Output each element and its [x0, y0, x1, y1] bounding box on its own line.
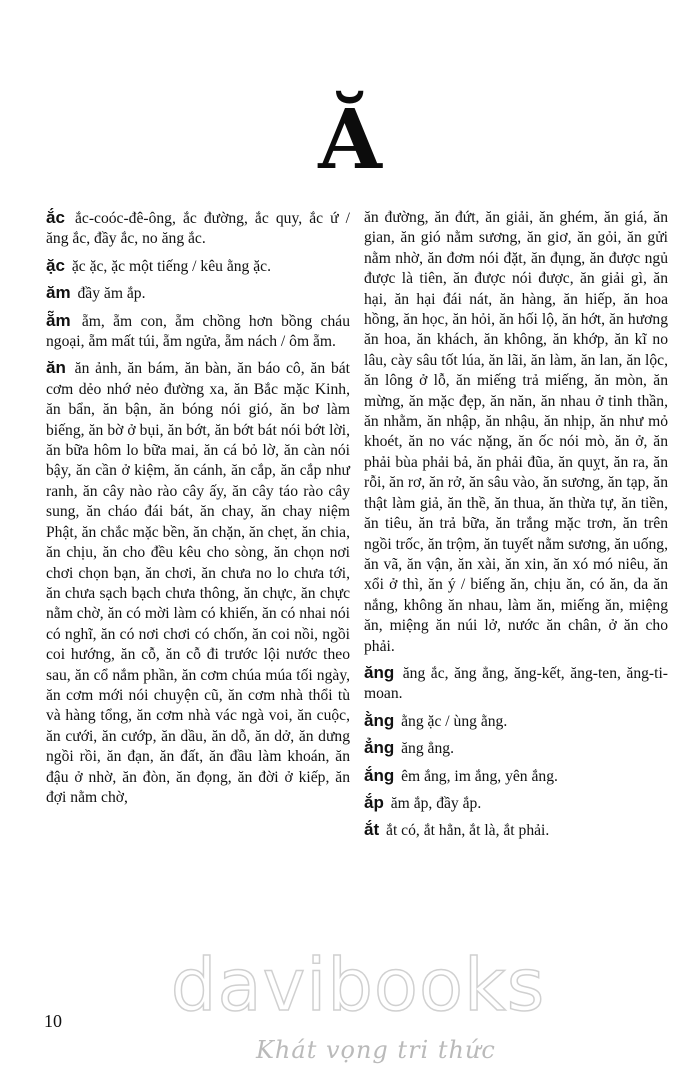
entry-headword: ắp [364, 792, 384, 812]
entry-text: đầy ăm ắp. [77, 285, 146, 303]
entry-headword: ặc [46, 255, 65, 275]
entry-headword: ẳng [364, 738, 395, 758]
dictionary-entry [364, 663, 668, 705]
right-column [364, 208, 668, 848]
entry-text: ẵm, ẵm con, ẵm chồng hơn bồng cháu ngoại, ẵm mất túi, ẵm ngửa, ẵm nách / ôm ẵm. [46, 312, 350, 351]
dictionary-entry [364, 738, 668, 759]
entry-text: êm ắng, im ắng, yên ắng. [401, 767, 558, 785]
dictionary-entry [46, 283, 350, 304]
dictionary-entry [364, 711, 668, 732]
entry-headword: ẵm [46, 310, 71, 330]
entry-text: ặc ặc, ặc một tiếng / kêu ằng ặc. [71, 257, 271, 275]
entry-text: ăm ắp, đầy ắp. [390, 794, 482, 812]
dictionary-entry [364, 208, 668, 657]
entry-text: ắc-coóc-đê-ông, ắc đường, ắc quy, ắc ứ / ăng ắc, đầy ắc, no ăng ắc. [46, 210, 350, 248]
dictionary-entry [46, 358, 350, 808]
entry-text: ằng ặc / ùng ằng. [401, 712, 508, 730]
entry-text: ắt có, ắt hẳn, ắt là, ắt phải. [386, 822, 550, 840]
dictionary-entry [364, 793, 668, 814]
entry-text: ăng ẳng. [401, 740, 454, 758]
dictionary-entry [46, 256, 350, 277]
entry-headword: ắng [364, 765, 395, 785]
entry-headword: ăm [46, 283, 71, 303]
watermark-tagline: Khát vọng tri thức [256, 1036, 496, 1064]
entry-headword: ắc [46, 208, 65, 227]
entry-headword: ăn [46, 358, 66, 378]
page-number: 10 [44, 1011, 62, 1031]
dictionary-entry [364, 820, 668, 841]
section-letter-heading: Ă [318, 92, 382, 188]
entry-headword: ằng [364, 710, 395, 730]
entry-headword: ăng [364, 662, 395, 682]
dictionary-entry [46, 208, 350, 250]
entry-text: ăng ắc, ăng ẳng, ăng-kết, ăng-ten, ăng-ti-moan. [364, 664, 668, 703]
dictionary-entry [46, 311, 350, 353]
left-column [46, 208, 350, 814]
entry-text: ăn đường, ăn đứt, ăn giải, ăn ghém, ăn giá, ăn gian, ăn gió nằm sương, ăn giơ, ăn gỏi, ăn gửi nằm nhờ, ăn đơm nói đặt, ăn đụng, ăn được ngủ được là tiên, ăn được nói được, ăn giải gì, ăn hại, ăn hại đái nát, ăn hàng, ăn hiếp, ăn hoa hồng, ăn học, ăn hỏi, ăn hối lộ, ăn hớt, ăn hương ăn hoa, ăn khách, ăn không, ăn khớp, ăn kĩ no lâu, cày sâu tốt lúa, ăn lãi, ăn làm, ăn lan, ăn lộc, ăn lông ở lỗ, ăn miếng trả miếng, ăn mòn, ăn mừng, ăn mặc đẹp, ăn năn, ăn nhau ở tinh thần, ăn nhằm, ăn nhập, ăn nhậu, ăn nhịp, ăn như mỏ khoét, ăn no vác nặng, ăn ốc nói mò, ăn ở, ăn phải bùa phải bả, ăn phải đũa, ăn quỵt, ăn ra, ăn rỗi, ăn rơ, ăn rở, ăn sâu vào, ăn sương, ăn tạp, ăn thật làm giả, ăn thề, ăn thua, ăn thừa tự, ăn tiền, ăn tiêu, ăn trả bữa, ăn trắng mặc trơn, ăn trên ngồi trốc, ăn trộm, ăn tuyết nằm sương, ăn uống, ăn vã, ăn vận, ăn xài, ăn xin, ăn xó mó niêu, ăn xổi ở thì, ăn ý / biếng ăn, chịu ăn, có ăn, da ăn nắng, không ăn nhau, làm ăn, miếng ăn, miệng ăn, miệng ăn núi lở, nước ăn chân, ở ăn cho phải. [364, 209, 668, 655]
entry-text: ăn ảnh, ăn bám, ăn bàn, ăn báo cô, ăn bát cơm dẻo nhớ nẻo đường xa, ăn Bắc mặc Kinh, ăn bẩn, ăn bận, ăn bóng nói gió, ăn bơ làm biếng, ăn bờ ở bụi, ăn bớt, ăn bớt bát nói bớt lời, ăn bữa hôm lo bữa mai, ăn cá bỏ lờ, ăn càn nói bậy, ăn cần ở kiệm, ăn cánh, ăn cắp, ăn cắp như ranh, ăn cây nào rào cây ấy, ăn cây táo rào cây sung, ăn cháo đái bát, ăn chay, ăn chay niệm Phật, ăn chắc mặc bền, ăn chặn, ăn chẹt, ăn chia, ăn chịu, ăn cho đều kêu cho sòng, ăn chọn nơi chơi chọn bạn, ăn chơi, ăn chưa no lo chưa tới, ăn chưa sạch bạch chưa thông, ăn chực, ăn chực nằm chờ, ăn có mời làm có khiến, ăn có nhai nói có nghĩ, ăn có nơi chơi có chốn, ăn coi nồi, ngồi coi hướng, ăn cỗ, ăn cỗ đi trước lội nước theo sau, ăn cổ nắm phần, ăn cơm chúa múa tối ngày, ăn cơm mới nói chuyện cũ, ăn cơm nhà thổi tù và hàng tổng, ăn cơm nhà vác ngà voi, ăn cuộc, ăn cưới, ăn cướp, ăn dầu, ăn dỗ, ăn dở, ăn dưng ngồi rồi, ăn đạn, ăn đất, ăn đầu làm khoán, ăn đậu ở nhờ, ăn đòn, ăn đọng, ăn đời ở kiếp, ăn đợi nằm chờ, [46, 360, 350, 806]
entry-headword: ắt [364, 820, 380, 840]
dictionary-entry [364, 766, 668, 787]
watermark-brand: davibooks [170, 943, 546, 1027]
